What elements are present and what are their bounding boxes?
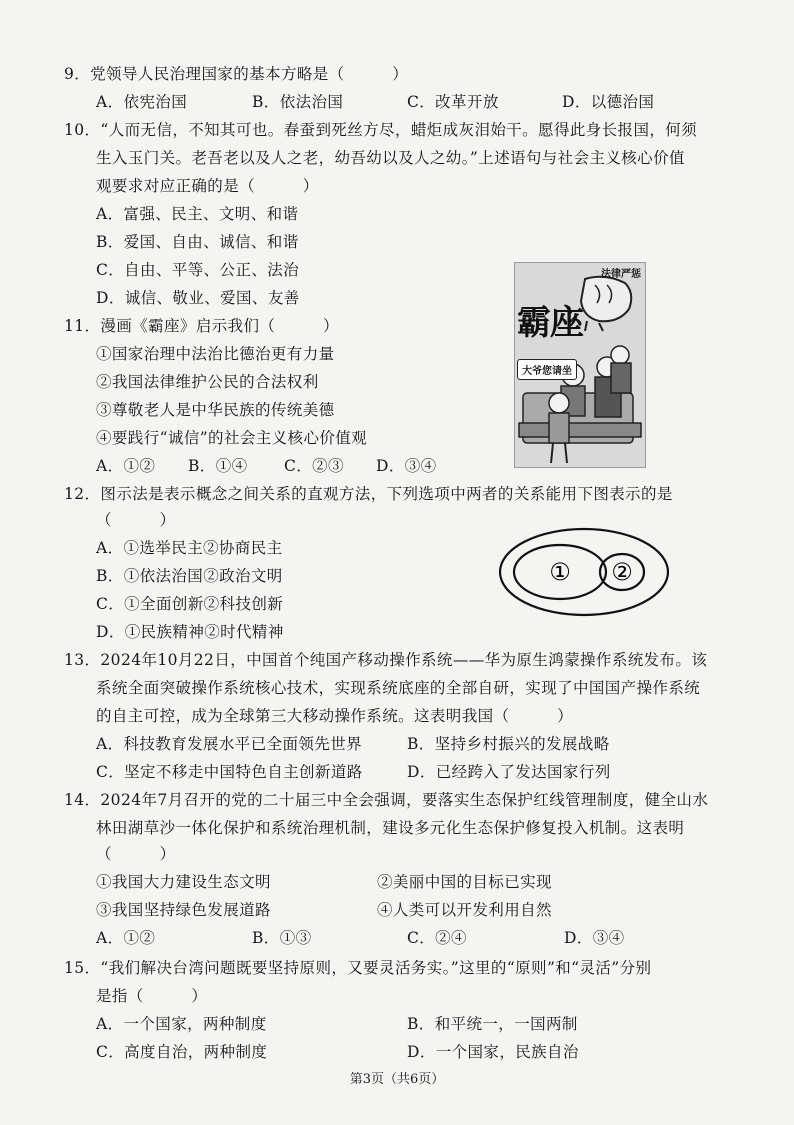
- q11-option-d: D．③④: [376, 457, 437, 475]
- q14-option-b: B．①③: [252, 929, 312, 947]
- q13-stem-line-2: 系统全面突破操作系统核心技术，实现系统底座的全部自研，实现了中国国产操作系统: [96, 679, 701, 697]
- q10-stem-line-1: 10．“人而无信，不知其可也。春蚕到死丝方尽，蜡炬成灰泪始干。愿得此身长报国，何须: [64, 121, 698, 139]
- q10-option-d: D．诚信、敬业、爱国、友善: [96, 289, 300, 307]
- q12-stem-line-2: （ ）: [96, 511, 176, 529]
- q14-item-3: ③我国坚持绿色发展道路: [96, 901, 271, 919]
- q9-option-c: C．改革开放: [407, 93, 499, 111]
- q12-option-c: C．①全面创新②科技创新: [96, 595, 284, 613]
- q11-option-a: A．①②: [96, 457, 156, 475]
- q9-option-a: A．依宪治国: [96, 93, 188, 111]
- venn-diagram: [498, 526, 678, 618]
- q15-option-d: D．一个国家，民族自治: [407, 1043, 579, 1061]
- q14-option-c: C．②④: [407, 929, 467, 947]
- q13-stem-line-3: 的自主可控，成为全球第三大移动操作系统。这表明我国（ ）: [96, 707, 574, 725]
- q10-option-a: A．富强、民主、文明、和谐: [96, 205, 299, 223]
- q15-option-a: A．一个国家，两种制度: [96, 1015, 267, 1033]
- cartoon-speech-bubble: 大爷您请坐: [517, 359, 577, 380]
- cartoon-seat-hogging: [514, 262, 646, 468]
- outer-ellipse: [500, 529, 668, 615]
- q11-item-2: ②我国法律维护公民的合法权利: [96, 373, 319, 391]
- q10-option-b: B．爱国、自由、诚信、和谐: [96, 233, 299, 251]
- q14-item-4: ④人类可以开发利用自然: [377, 901, 552, 919]
- q10-stem-line-3: 观要求对应正确的是（ ）: [96, 177, 319, 195]
- q11-item-3: ③尊敬老人是中华民族的传统美德: [96, 401, 335, 419]
- q14-option-d: D．③④: [564, 929, 625, 947]
- q11-item-1: ①国家治理中法治比德治更有力量: [96, 345, 335, 363]
- q11-item-4: ④要践行“诚信”的社会主义核心价值观: [96, 429, 368, 447]
- q14-stem-line-1: 14．2024年7月召开的党的二十届三中全会强调，要落实生态保护红线管理制度，健全山水: [64, 791, 709, 809]
- q13-option-d: D．已经跨入了发达国家行列: [407, 763, 611, 781]
- q13-stem-line-1: 13．2024年10月22日，中国首个纯国产移动操作系统——华为原生鸿蒙操作系统发布。该: [64, 651, 708, 669]
- q13-option-b: B．坚持乡村振兴的发展战略: [407, 735, 610, 753]
- venn-label-2: ②: [611, 558, 633, 586]
- q14-stem-line-3: （ ）: [96, 845, 176, 863]
- q14-option-a: A．①②: [96, 929, 156, 947]
- q9-option-d: D．以德治国: [562, 93, 655, 111]
- q12-stem-line-1: 12．图示法是表示概念之间关系的直观方法，下列选项中两者的关系能用下图表示的是: [64, 485, 673, 503]
- q13-option-a: A．科技教育发展水平已全面领先世界: [96, 735, 362, 753]
- q12-option-d: D．①民族精神②时代精神: [96, 623, 284, 641]
- page-footer: 第3页（共6页）: [349, 1072, 445, 1087]
- q12-option-b: B．①依法治国②政治文明: [96, 567, 283, 585]
- q15-stem-line-1: 15．“我们解决台湾问题既要坚持原则，又要灵活务实。”这里的“原则”和“灵活”分别: [64, 959, 652, 977]
- cartoon-title: 霸座: [517, 303, 583, 343]
- q10-stem-line-2: 生入玉门关。老吾老以及人之老，幼吾幼以及人之幼。”上述语句与社会主义核心价值: [96, 149, 685, 167]
- q12-option-a: A．①选举民主②协商民主: [96, 539, 283, 557]
- q10-option-c: C．自由、平等、公正、法治: [96, 261, 300, 279]
- q9-option-b: B．依法治国: [252, 93, 344, 111]
- q11-option-c: C．②③: [284, 457, 344, 475]
- venn-label-1: ①: [549, 558, 571, 586]
- q15-stem-line-2: 是指（ ）: [96, 987, 208, 1005]
- cartoon-caption: 法律严惩: [601, 269, 641, 280]
- q15-option-c: C．高度自治，两种制度: [96, 1043, 268, 1061]
- q11-stem: 11．漫画《霸座》启示我们（ ）: [64, 317, 339, 335]
- q15-option-b: B．和平统一，一国两制: [407, 1015, 578, 1033]
- q14-item-1: ①我国大力建设生态文明: [96, 873, 271, 891]
- q11-option-b: B．①④: [188, 457, 248, 475]
- q14-stem-line-2: 林田湖草沙一体化保护和系统治理机制，建设多元化生态保护修复投入机制。这表明: [96, 819, 685, 837]
- q14-item-2: ②美丽中国的目标已实现: [377, 873, 552, 891]
- q13-option-c: C．坚定不移走中国特色自主创新道路: [96, 763, 363, 781]
- q9-stem: 9．党领导人民治理国家的基本方略是（ ）: [64, 65, 409, 83]
